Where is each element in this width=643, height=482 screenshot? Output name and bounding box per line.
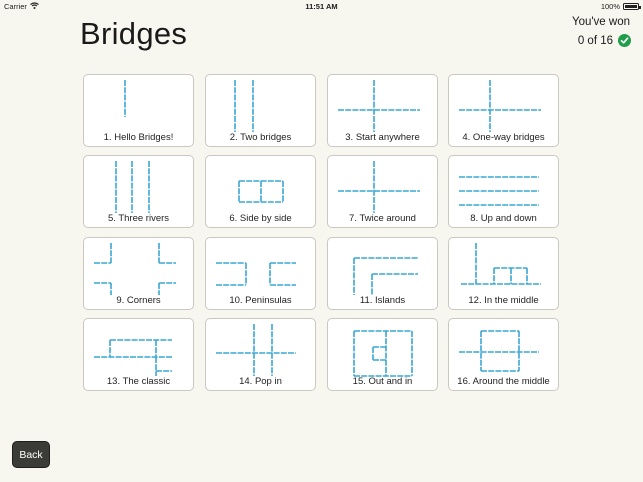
won-count: 0 of 16 <box>577 34 613 47</box>
level-card-15[interactable] <box>327 318 438 391</box>
level-diagram <box>328 156 439 218</box>
level-diagram <box>449 238 560 300</box>
level-label: 8. Up and down <box>470 213 537 224</box>
status-bar <box>0 0 643 13</box>
level-card-1[interactable] <box>83 74 194 147</box>
level-diagram <box>328 75 439 137</box>
won-counter <box>578 34 631 47</box>
checkmark-icon <box>618 34 631 47</box>
level-card-3[interactable] <box>327 74 438 147</box>
level-label: 10. Peninsulas <box>229 295 292 306</box>
level-label: 7. Twice around <box>349 213 416 224</box>
level-label: 4. One-way bridges <box>462 132 545 143</box>
level-card-12[interactable] <box>448 237 559 310</box>
level-diagram <box>328 319 439 381</box>
page-title: Bridges <box>80 16 188 51</box>
level-card-9[interactable] <box>83 237 194 310</box>
level-label: 15. Out and in <box>352 376 413 387</box>
level-label: 1. Hello Bridges! <box>103 132 174 143</box>
level-diagram <box>84 319 195 381</box>
level-card-13[interactable] <box>83 318 194 391</box>
level-card-4[interactable] <box>448 74 559 147</box>
level-diagram <box>449 75 560 137</box>
level-label: 16. Around the middle <box>457 376 550 387</box>
level-label: 5. Three rivers <box>107 213 170 224</box>
level-diagram <box>206 238 317 300</box>
level-label: 13. The classic <box>106 376 171 387</box>
level-diagram <box>206 75 317 137</box>
back-button[interactable] <box>12 441 50 468</box>
won-label: You've won <box>571 16 630 28</box>
level-card-2[interactable] <box>205 74 316 147</box>
back-button-label: Back <box>19 448 43 461</box>
battery-percent: 100% <box>600 2 620 11</box>
level-card-14[interactable] <box>205 318 316 391</box>
level-card-5[interactable] <box>83 155 194 228</box>
carrier-label: Carrier <box>4 2 27 11</box>
level-card-11[interactable] <box>327 237 438 310</box>
level-diagram <box>449 319 560 381</box>
level-diagram <box>84 75 195 137</box>
level-label: 6. Side by side <box>229 213 292 224</box>
level-diagram <box>84 156 195 218</box>
clock: 11:51 AM <box>305 2 338 11</box>
level-card-10[interactable] <box>205 237 316 310</box>
level-label: 2. Two bridges <box>229 132 292 143</box>
level-diagram <box>206 319 317 381</box>
level-card-16[interactable] <box>448 318 559 391</box>
battery-icon <box>623 3 639 10</box>
level-card-8[interactable] <box>448 155 559 228</box>
level-label: 14. Pop in <box>239 376 282 387</box>
level-diagram <box>84 238 195 300</box>
level-card-6[interactable] <box>205 155 316 228</box>
level-diagram <box>449 156 560 218</box>
level-label: 3. Start anywhere <box>345 132 420 143</box>
level-label: 9. Corners <box>116 295 161 306</box>
level-card-7[interactable] <box>327 155 438 228</box>
level-diagram <box>328 238 439 300</box>
level-diagram <box>206 156 317 218</box>
level-label: 11. Islands <box>359 295 406 306</box>
level-label: 12. In the middle <box>468 295 539 306</box>
